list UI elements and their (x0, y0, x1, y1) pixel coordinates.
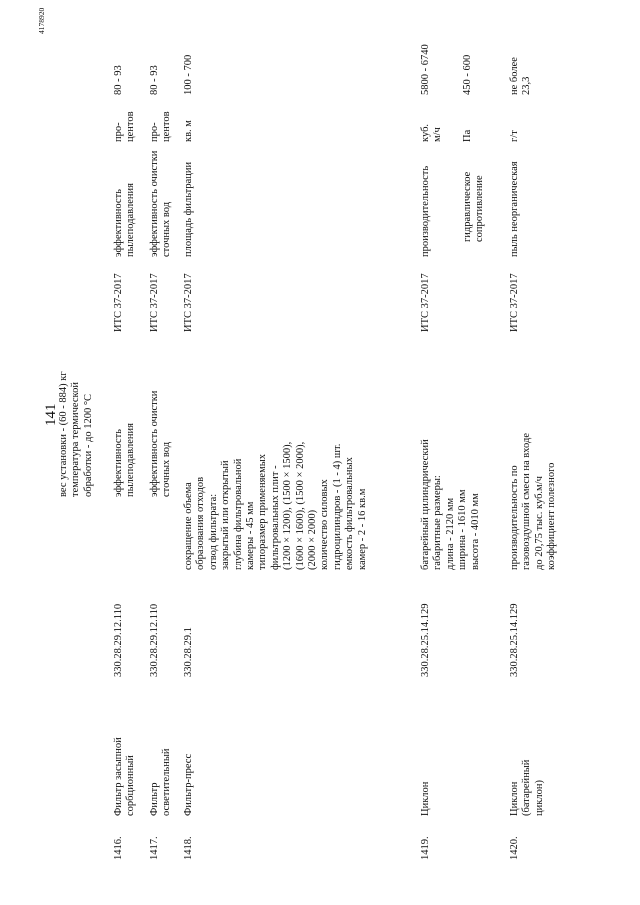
row-standard: ИТС 37-2017 (509, 273, 520, 332)
continuation-characteristics: вес установки - (60 - 884) кг температура термической обработки - до 1200 °C (58, 371, 94, 497)
row-value: 5800 - 6740 (420, 44, 431, 95)
row-characteristics: сокращение объема образования отходов отвод фильтрата: закрытый или открытый глубина фильтровальной камеры - 45 мм типоразмер применяемых фильтровальных плит - (1200 × 1200), (1500 × 1500), (1600 × 1600), (1500 × 2000), (2000 × 2000) количество силовых гидроцилиндров - (1 - 4) шт. емкость фильтровальных камер - 2 - 16 кв.м (183, 441, 368, 570)
row-code: 330.28.29.1 (183, 627, 194, 677)
row-code: 330.28.29.12.110 (113, 603, 124, 677)
row-indicator-2: гидравлическое сопротивление (462, 171, 486, 242)
row-name: Фильтр засыпной сорбционный (113, 737, 137, 816)
row-indicator: площадь фильтрации (183, 161, 194, 257)
row-code: 330.28.25.14.129 (509, 603, 520, 677)
row-indicator: эффективность пылеподавления (113, 183, 137, 257)
row-characteristics: эффективность пылеподавления (113, 423, 137, 497)
row-indicator: производительность (420, 165, 431, 257)
row-name: Фильтр-пресс (183, 753, 194, 816)
rotated-table (37, 7, 558, 860)
row-number: 1417. (149, 836, 160, 860)
row-characteristics: эффективность очистки сточных вод (149, 390, 173, 497)
row-unit-2: Па (462, 129, 473, 142)
row-number: 1416. (113, 836, 124, 860)
row-standard: ИТС 37-2017 (149, 273, 160, 332)
row-name: Фильтр осветительный (149, 748, 173, 816)
row-characteristics: батарейный цилиндрический габаритные размеры: длина - 2120 мм ширина - 1610 мм высота - 4010 мм (420, 439, 481, 570)
row-standard: ИТС 37-2017 (420, 273, 431, 332)
row-name: Циклон (батарейный циклон) (509, 759, 545, 816)
document-code: 4178920 (37, 7, 46, 34)
row-number: 1418. (183, 836, 194, 860)
row-indicator: эффективность очистки сточных вод (149, 150, 173, 257)
row-standard: ИТС 37-2017 (113, 273, 124, 332)
row-number: 1419. (420, 836, 431, 860)
row-characteristics: производительность по газовоздушной смеси на входе до 20,75 тыс. куб.м/ч коэффициент полезного (509, 433, 558, 570)
row-unit: г/т (509, 130, 520, 142)
row-unit: кв. м (183, 120, 194, 142)
row-standard: ИТС 37-2017 (183, 273, 194, 332)
page-number: 141 (43, 403, 59, 426)
row-unit: куб. м/ч (420, 123, 444, 142)
row-name: Циклон (420, 781, 431, 816)
row-unit: про- центов (149, 111, 173, 142)
row-number: 1420. (509, 836, 520, 860)
row-code: 330.28.29.12.110 (149, 603, 160, 677)
row-value: 100 - 700 (183, 54, 194, 95)
row-value: 80 - 93 (149, 65, 160, 95)
row-unit: про- центов (113, 111, 137, 142)
row-value: 80 - 93 (113, 65, 124, 95)
row-value-2: 450 - 600 (462, 54, 473, 95)
row-value: не более 23,3 (509, 57, 533, 95)
row-indicator: пыль неорганическая (509, 161, 520, 257)
row-code: 330.28.25.14.129 (420, 603, 431, 677)
